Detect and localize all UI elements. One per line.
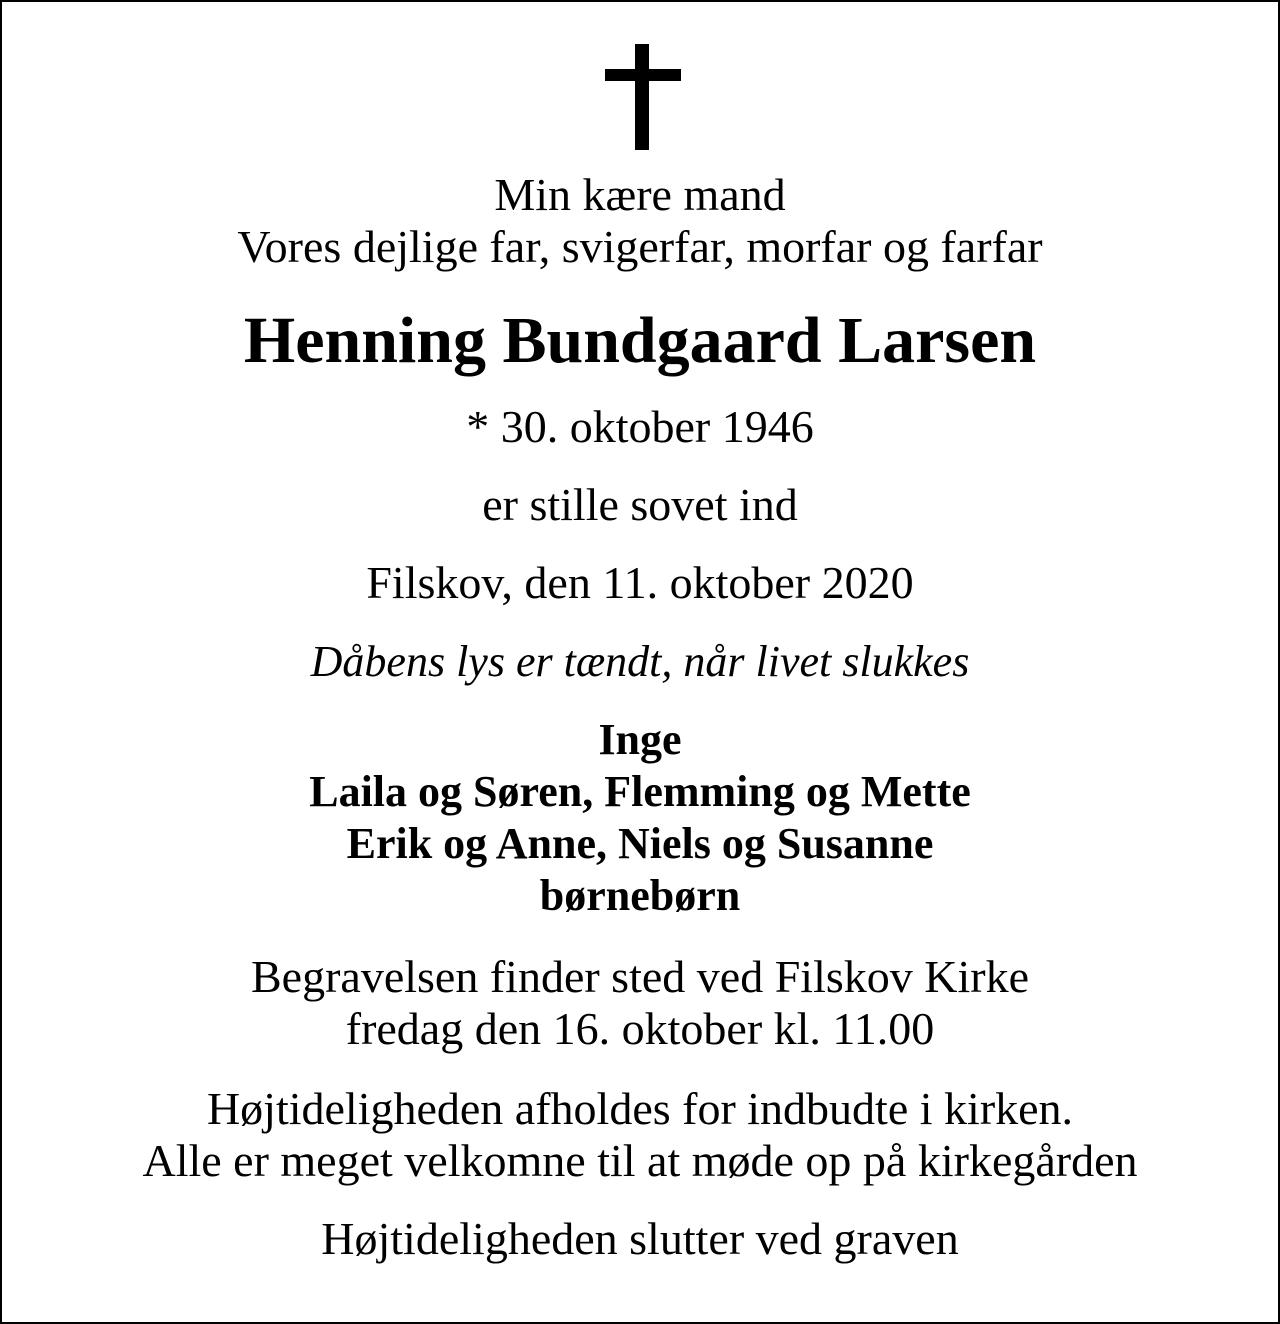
funeral-line-1: Begravelsen finder sted ved Filskov Kirke bbox=[251, 951, 1029, 1002]
passed-text: er stille sovet ind bbox=[482, 479, 798, 530]
verse-line: Dåbens lys er tændt, når livet slukkes bbox=[310, 637, 970, 686]
family-line-4: børnebørn bbox=[539, 871, 741, 920]
cross-vertical-bar bbox=[635, 44, 649, 150]
cross-horizontal-bar bbox=[605, 69, 681, 81]
ceremony-line-1: Højtideligheden afholdes for indbudte i kirken. bbox=[206, 1083, 1074, 1134]
family-line-2: Laila og Søren, Flemming og Mette bbox=[309, 767, 971, 816]
family-line-3: Erik og Anne, Niels og Susanne bbox=[346, 819, 934, 868]
intro-line-2: Vores dejlige far, svigerfar, morfar og farfar bbox=[237, 221, 1043, 272]
family-line-1: Inge bbox=[598, 715, 682, 764]
intro-line-1: Min kære mand bbox=[494, 169, 786, 220]
funeral-line-2: fredag den 16. oktober kl. 11.00 bbox=[345, 1003, 935, 1054]
ceremony-line-2: Alle er meget velkomne til at møde op på kirkegården bbox=[142, 1135, 1138, 1186]
birth-date: * 30. oktober 1946 bbox=[466, 401, 814, 452]
deceased-name: Henning Bundgaard Larsen bbox=[243, 304, 1037, 377]
cross-icon bbox=[605, 44, 681, 150]
closing-line: Højtideligheden slutter ved graven bbox=[321, 1213, 959, 1264]
place-and-date: Filskov, den 11. oktober 2020 bbox=[366, 557, 914, 608]
